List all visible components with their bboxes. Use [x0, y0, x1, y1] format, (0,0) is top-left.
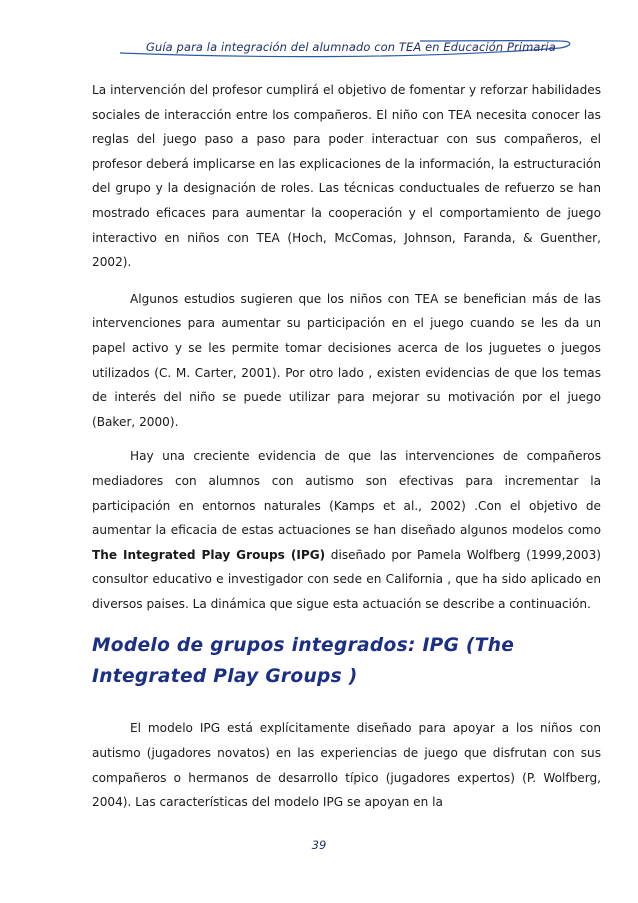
page-body: [92, 78, 601, 815]
section-heading: Modelo de grupos integrados: IPG (The Integrated Play Groups ): [92, 635, 515, 688]
paragraph-studies: Algunos estudios sugieren que los niños con TEA se benefician más de las intervenciones para aumentar su participación en el juego cuando se les da un papel activo y se les permite tomar decisiones acerca de los juguetes o juegos utilizados (C. M. Carter, 2001). Por otro lado , existen evidencias de que los temas de interés del niño se puede utilizar para mejorar su motivación por el juego (Baker, 2000).: [92, 291, 601, 429]
ipg-bold-term: The Integrated Play Groups (IPG): [92, 547, 326, 562]
paragraph-evidence: [92, 444, 601, 616]
paragraph-intervention: La intervención del profesor cumplirá el objetivo de fomentar y reforzar habilidades sociales de interacción entre los compañeros. El niño con TEA necesita conocer las reglas del juego paso a paso para poder interactuar con sus compañeros, el profesor deberá implicarse en las explicaciones de la información, la estructuración del grupo y la designación de roles. Las técnicas conductuales de refuerzo se han mostrado eficaces para aumentar la cooperación y el comportamiento de juego interactivo en niños con TEA (Hoch, McComas, Johnson, Faranda, & Guenther, 2002).: [92, 83, 601, 270]
running-header: [0, 36, 638, 64]
paragraph-evidence-text-after: diseñado por Pamela Wolfberg (1999,2003) consultor educativo e investigador con sede en California , que ha sido aplicado en diversos paises. La dinámica que sigue esta actuación se describe a continuación.: [92, 547, 601, 611]
header-title: Guía para la integración del alumnado con TEA en Educación Primaria: [146, 40, 556, 54]
page-number: 39: [311, 838, 327, 852]
paragraph-ipg-model: El modelo IPG está explícitamente diseñado para apoyar a los niños con autismo (jugadores novatos) en las experiencias de juego que disfrutan con sus compañeros o hermanos de desarrollo típico (jugadores expertos) (P. Wolfberg, 2004). Las características del modelo IPG se apoyan en la: [92, 721, 601, 810]
paragraph-evidence-text-before: Hay una creciente evidencia de que las intervenciones de compañeros mediadores con alumnos con autismo son efectivas para incrementar la participación en entornos naturales (Kamps et al., 2002) .Con el objetivo de aumentar la eficacia de estas actuaciones se han diseñado algunos modelos como: [92, 449, 601, 538]
